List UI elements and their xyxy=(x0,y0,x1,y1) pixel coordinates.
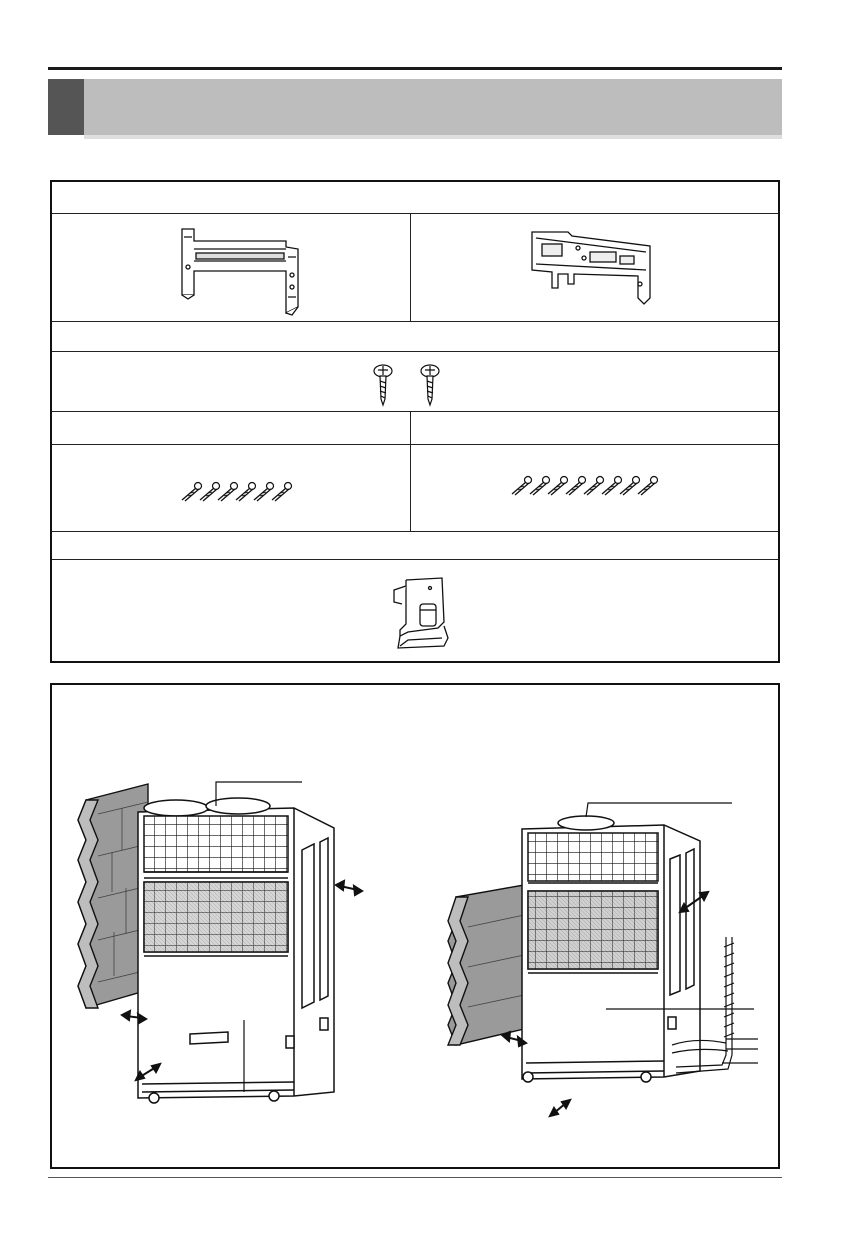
table-divider xyxy=(52,213,778,214)
table-divider xyxy=(52,531,778,532)
table-column-divider xyxy=(410,213,411,321)
long-screws-icon xyxy=(180,482,304,504)
table-divider xyxy=(52,351,778,352)
table-column-divider xyxy=(410,411,411,531)
screw-icon xyxy=(602,477,622,496)
screw-icon xyxy=(530,477,550,496)
table-divider xyxy=(52,444,778,445)
screw-icon xyxy=(182,483,202,502)
screw-icon xyxy=(548,477,568,496)
top-rule xyxy=(48,67,782,70)
outdoor-unit-wall-clearance-left-icon xyxy=(66,780,396,1110)
screw-icon xyxy=(620,477,640,496)
screw-icon xyxy=(254,483,274,502)
section-header-tab xyxy=(48,79,84,135)
fixing-screws-icon xyxy=(369,363,443,407)
long-screws-icon xyxy=(510,476,660,498)
parts-table xyxy=(50,180,780,663)
screw-icon xyxy=(272,483,292,502)
bottom-rule xyxy=(48,1177,782,1178)
table-divider xyxy=(52,411,778,412)
installation-panel xyxy=(50,683,780,1169)
wall-bracket-plate-icon xyxy=(528,228,652,310)
screw-icon xyxy=(638,477,658,496)
pipe-holder-clip-icon xyxy=(388,576,452,652)
section-header-shadow xyxy=(84,135,782,139)
table-divider xyxy=(52,559,778,560)
screw-icon xyxy=(512,477,532,496)
outdoor-unit-wall-clearance-right-icon xyxy=(436,797,736,1117)
screw-icon xyxy=(200,483,220,502)
screw-icon xyxy=(584,477,604,496)
table-divider xyxy=(52,321,778,322)
screw-icon xyxy=(236,483,256,502)
screw-icon xyxy=(566,477,586,496)
section-header-bar xyxy=(48,79,782,135)
wall-bracket-short-icon xyxy=(180,227,300,317)
screw-icon xyxy=(218,483,238,502)
